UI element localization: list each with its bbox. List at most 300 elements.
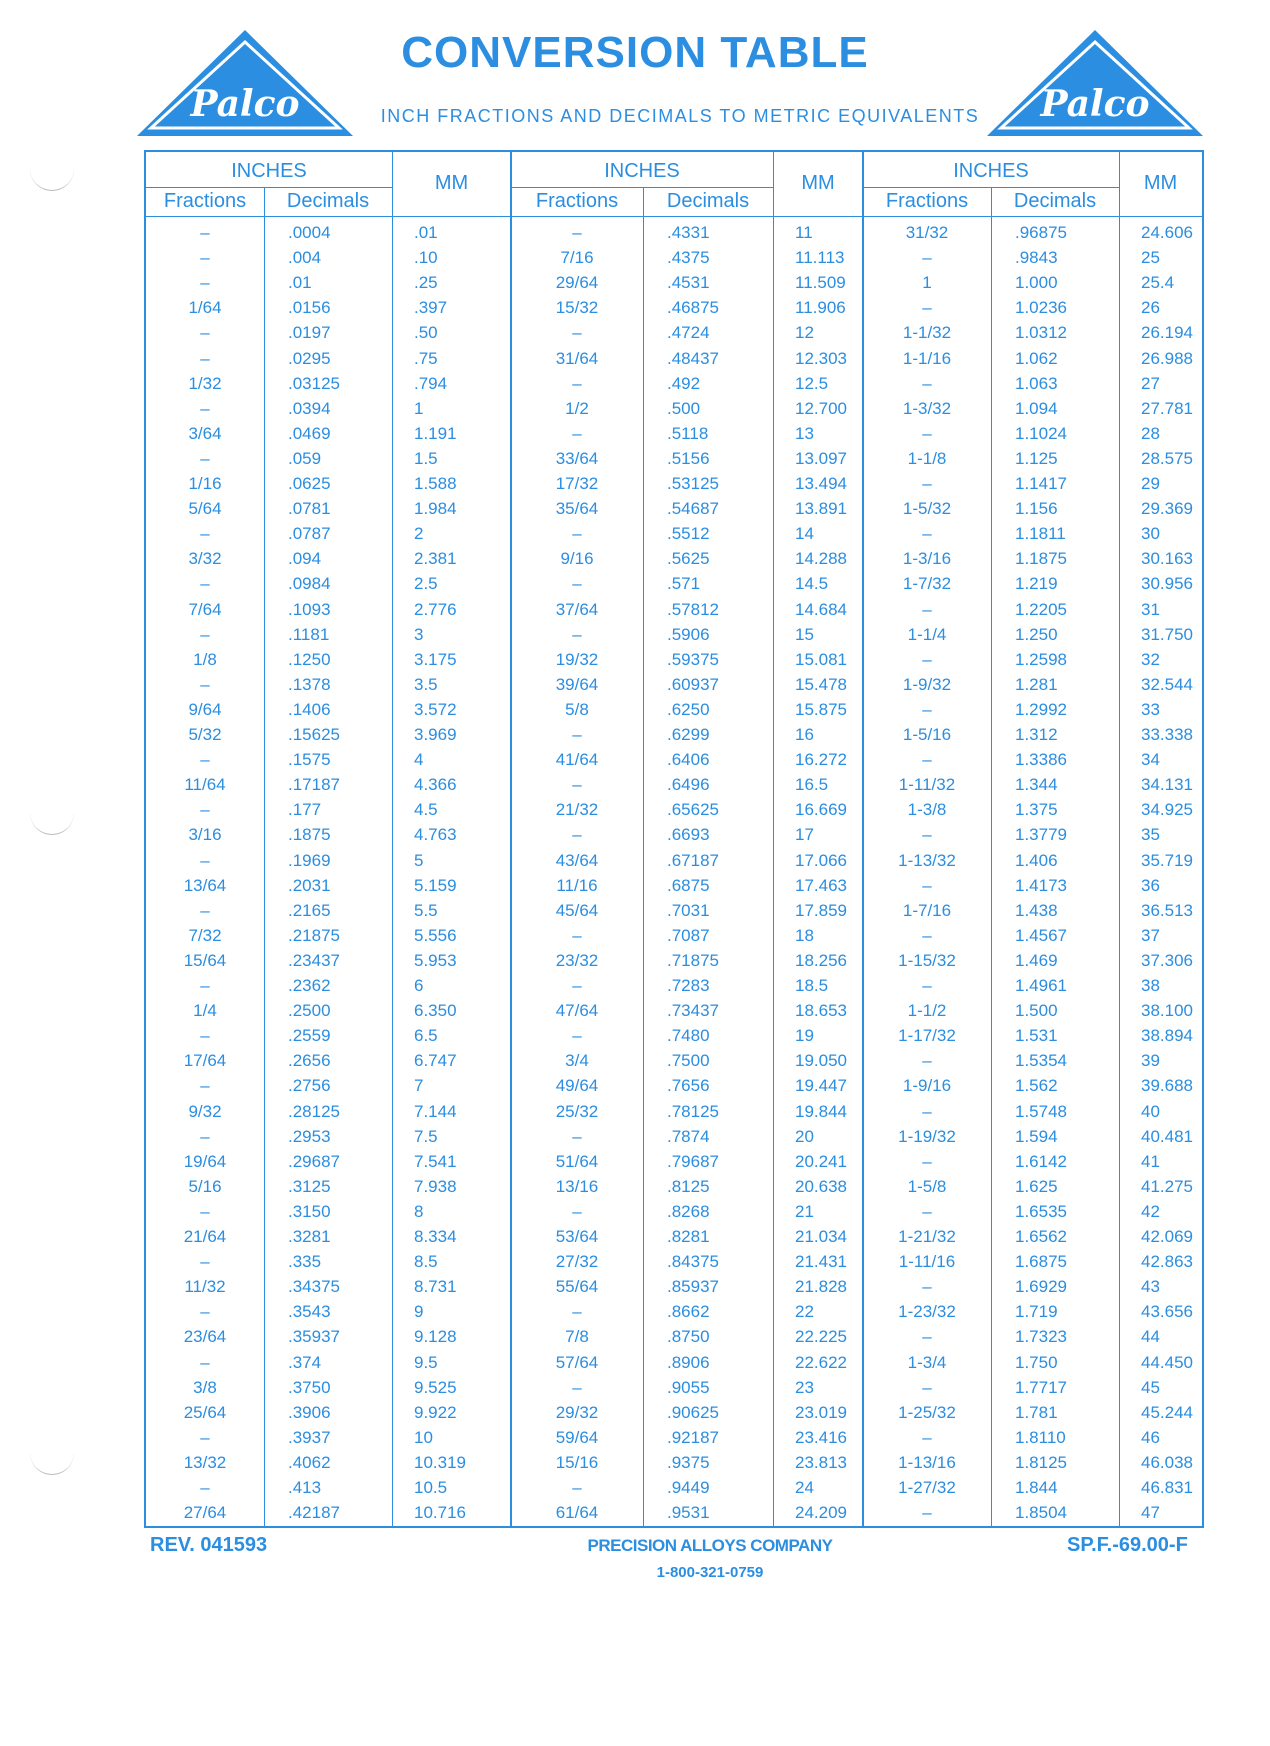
page-title: CONVERSION TABLE <box>401 28 869 77</box>
mm-cell: 5.159 <box>414 875 457 895</box>
decimal-cell: 1.406 <box>1015 850 1058 870</box>
table-row <box>146 875 511 900</box>
punch-hole <box>30 812 74 835</box>
mm-cell: 5 <box>414 850 424 870</box>
mm-cell: 8.731 <box>414 1277 457 1297</box>
decimal-cell: .59375 <box>667 649 719 669</box>
mm-cell: 2.381 <box>414 549 457 569</box>
table-row <box>863 1075 1202 1100</box>
decimal-cell: 1.6875 <box>1015 1252 1067 1272</box>
table-row <box>511 1126 863 1151</box>
mm-cell: 11.509 <box>795 273 846 293</box>
decimal-cell: .1406 <box>288 699 331 719</box>
table-row <box>146 1101 511 1126</box>
decimal-cell: 1.594 <box>1015 1126 1058 1146</box>
mm-cell: 46.831 <box>1141 1478 1193 1497</box>
table-row <box>146 1402 511 1427</box>
table-row <box>511 1427 863 1452</box>
table-row <box>511 272 863 297</box>
mm-cell: 31 <box>1141 599 1160 619</box>
fraction-cell: – <box>200 1126 210 1146</box>
decimal-cell: .8750 <box>667 1327 710 1347</box>
fraction-cell: 1-11/32 <box>898 775 956 795</box>
decimal-cell: .571 <box>667 574 701 594</box>
table-row <box>863 1352 1202 1377</box>
mm-cell: 34.925 <box>1141 800 1193 820</box>
table-row <box>146 774 511 799</box>
decimal-cell: 1.750 <box>1015 1352 1058 1372</box>
decimal-cell: 1.094 <box>1015 398 1058 418</box>
table-row <box>511 1377 863 1402</box>
fraction-cell: – <box>922 925 932 945</box>
decimal-cell: .2362 <box>288 976 331 995</box>
table-row <box>863 1502 1202 1527</box>
decimal-cell: .0394 <box>288 398 331 418</box>
table-row <box>511 1502 863 1527</box>
mm-cell: 39 <box>1141 1051 1160 1071</box>
fraction-cell: – <box>200 1352 210 1372</box>
decimals-header: Decimals <box>286 190 370 212</box>
fraction-cell: 13/32 <box>183 1452 227 1472</box>
mm-cell: 40.481 <box>1141 1126 1193 1146</box>
decimal-cell: 1.625 <box>1015 1176 1058 1196</box>
fraction-cell: – <box>572 524 582 544</box>
table-row <box>511 649 863 674</box>
table-row <box>146 1326 511 1351</box>
table-row <box>511 1301 863 1326</box>
table-row <box>511 573 863 598</box>
fraction-cell: 53/64 <box>555 1227 599 1246</box>
decimal-cell: .48437 <box>667 348 719 368</box>
decimal-cell: .60937 <box>667 674 719 694</box>
table-row <box>511 925 863 950</box>
decimal-cell: .78125 <box>667 1101 719 1121</box>
mm-cell: .794 <box>414 373 448 393</box>
decimal-cell: 1.250 <box>1015 624 1058 644</box>
fraction-cell: 15/16 <box>555 1452 599 1472</box>
fraction-cell: – <box>572 925 582 945</box>
mm-cell: 19.844 <box>795 1101 847 1121</box>
table-row <box>146 724 511 749</box>
decimal-cell: .4531 <box>667 273 710 293</box>
mm-cell: 11.906 <box>795 298 846 318</box>
decimal-cell: .8268 <box>667 1201 710 1221</box>
fraction-cell: – <box>200 1478 210 1497</box>
fraction-cell: 39/64 <box>555 674 599 694</box>
mm-cell: 7.5 <box>414 1126 438 1146</box>
table-row <box>511 1226 863 1251</box>
mm-cell: 26.194 <box>1141 323 1193 343</box>
decimal-cell: .7874 <box>667 1126 710 1146</box>
table-row <box>863 1301 1202 1326</box>
decimal-cell: .1969 <box>288 850 331 870</box>
mm-cell: 22.622 <box>795 1352 847 1372</box>
decimal-cell: .2756 <box>288 1076 331 1096</box>
table-row <box>511 799 863 824</box>
decimal-cell: .92187 <box>667 1427 719 1447</box>
decimal-cell: .0197 <box>288 323 331 343</box>
table-row <box>863 950 1202 975</box>
fraction-cell: – <box>922 1201 932 1221</box>
mm-cell: 13 <box>795 423 814 443</box>
table-row <box>863 523 1202 548</box>
fraction-cell: – <box>572 725 582 744</box>
table-row <box>863 1126 1202 1151</box>
mm-cell: 26 <box>1141 298 1160 318</box>
fraction-cell: – <box>200 1201 210 1221</box>
mm-cell: 15.875 <box>795 699 847 719</box>
mm-cell: 15 <box>795 624 814 644</box>
mm-cell: 24.606 <box>1141 223 1193 242</box>
fraction-cell: – <box>200 1302 210 1322</box>
mm-cell: 46 <box>1141 1427 1160 1447</box>
table-row <box>863 297 1202 322</box>
decimal-cell: 1.6535 <box>1015 1201 1067 1221</box>
mm-cell: 10.319 <box>414 1452 466 1472</box>
table-row <box>146 900 511 925</box>
mm-cell: 8 <box>414 1201 424 1221</box>
table-row <box>146 699 511 724</box>
fraction-cell: 5/8 <box>565 699 589 719</box>
table-row <box>863 774 1202 799</box>
decimal-cell: .413 <box>288 1478 322 1497</box>
table-row <box>146 749 511 774</box>
table-row <box>146 398 511 423</box>
mm-cell: 24 <box>795 1478 814 1497</box>
table-row <box>146 348 511 373</box>
fraction-cell: 31/64 <box>555 348 599 368</box>
header-divider <box>511 187 773 188</box>
decimal-cell: .4375 <box>667 248 710 268</box>
fraction-cell: – <box>922 248 932 268</box>
fraction-cell: 7/32 <box>188 925 222 945</box>
mm-header: MM <box>1143 172 1178 194</box>
table-row <box>146 1126 511 1151</box>
table-row <box>511 975 863 1000</box>
decimal-cell: .03125 <box>288 373 340 393</box>
fraction-cell: 1-21/32 <box>898 1227 956 1246</box>
mm-cell: 43 <box>1141 1277 1160 1297</box>
fraction-cell: 29/64 <box>555 273 599 293</box>
decimal-cell: .177 <box>288 800 322 820</box>
mm-cell: 9.922 <box>414 1402 457 1422</box>
decimal-cell: 1.6562 <box>1015 1227 1067 1246</box>
mm-cell: 31.750 <box>1141 624 1193 644</box>
fraction-cell: 5/64 <box>188 499 222 519</box>
decimal-cell: .374 <box>288 1352 322 1372</box>
mm-cell: 7 <box>414 1076 424 1096</box>
fraction-cell: 15/32 <box>555 298 599 318</box>
mm-cell: 22.225 <box>795 1327 847 1347</box>
fraction-cell: – <box>922 750 932 770</box>
table-row <box>511 674 863 699</box>
mm-cell: 3.969 <box>414 725 457 744</box>
mm-cell: 14.288 <box>795 549 847 569</box>
mm-cell: 41 <box>1141 1151 1160 1171</box>
table-row <box>146 1075 511 1100</box>
fraction-cell: 31/32 <box>905 223 949 242</box>
mm-cell: 21.431 <box>795 1252 847 1272</box>
table-row <box>146 473 511 498</box>
decimal-cell: .3281 <box>288 1227 331 1246</box>
mm-cell: 17 <box>795 825 814 845</box>
fraction-cell: 1-25/32 <box>898 1402 956 1422</box>
fraction-cell: – <box>922 599 932 619</box>
fraction-cell: – <box>200 976 210 995</box>
mm-cell: 3.572 <box>414 699 457 719</box>
mm-cell: 10.5 <box>414 1478 448 1497</box>
table-row <box>863 322 1202 347</box>
mm-cell: 18.653 <box>795 1001 847 1021</box>
mm-cell: 7.541 <box>414 1151 457 1171</box>
decimal-cell: .85937 <box>667 1277 719 1297</box>
decimals-header: Decimals <box>1013 190 1097 212</box>
decimal-cell: .0625 <box>288 474 331 493</box>
decimal-cell: 1.1417 <box>1015 474 1067 493</box>
fraction-cell: – <box>200 900 210 920</box>
mm-cell: 9.5 <box>414 1352 438 1372</box>
decimal-cell: .28125 <box>288 1101 340 1121</box>
fraction-cell: – <box>922 1101 932 1121</box>
decimal-cell: .3543 <box>288 1302 331 1322</box>
fraction-cell: 25/32 <box>555 1101 599 1121</box>
fraction-cell: 13/16 <box>555 1176 599 1196</box>
fraction-cell: 1-15/32 <box>898 950 956 970</box>
table-row <box>511 1201 863 1226</box>
decimal-cell: .8906 <box>667 1352 710 1372</box>
mm-cell: 35 <box>1141 825 1160 845</box>
mm-cell: 46.038 <box>1141 1452 1193 1472</box>
decimal-cell: 1.4567 <box>1015 925 1067 945</box>
mm-cell: .10 <box>414 248 438 268</box>
fraction-cell: 1-1/8 <box>907 448 947 468</box>
mm-header: MM <box>801 172 835 194</box>
mm-cell: 29 <box>1141 474 1160 493</box>
table-row <box>146 1201 511 1226</box>
table-row <box>146 674 511 699</box>
decimal-cell: .8125 <box>667 1176 710 1196</box>
table-row <box>511 297 863 322</box>
fraction-cell: 7/64 <box>188 599 222 619</box>
table-row <box>863 1176 1202 1201</box>
decimal-cell: 1.1024 <box>1015 423 1067 443</box>
table-row <box>146 624 511 649</box>
mm-cell: 6 <box>414 976 424 995</box>
mm-header: MM <box>434 172 469 194</box>
company-phone: 1-800-321-0759 <box>656 1564 764 1581</box>
table-row <box>863 925 1202 950</box>
decimal-cell: 1.2598 <box>1015 649 1067 669</box>
table-row <box>511 222 863 247</box>
table-row <box>146 1452 511 1477</box>
mm-cell: 45 <box>1141 1377 1160 1397</box>
table-row <box>146 1427 511 1452</box>
decimal-cell: .335 <box>288 1252 322 1272</box>
mm-cell: 5.5 <box>414 900 438 920</box>
decimal-cell: .54687 <box>667 499 719 519</box>
decimal-cell: .53125 <box>667 474 719 493</box>
mm-cell: 16.5 <box>795 775 829 795</box>
table-row <box>863 624 1202 649</box>
fraction-cell: 1-13/16 <box>898 1452 956 1472</box>
fraction-cell: 45/64 <box>555 900 599 920</box>
table-row <box>511 774 863 799</box>
table-row <box>146 1025 511 1050</box>
mm-cell: 16 <box>795 725 814 744</box>
fraction-cell: – <box>922 976 932 995</box>
table-row <box>511 1402 863 1427</box>
fraction-cell: 11/16 <box>556 875 598 895</box>
fraction-cell: – <box>922 1377 932 1397</box>
fraction-cell: 5/32 <box>188 725 222 744</box>
table-row <box>146 1050 511 1075</box>
decimal-cell: .3937 <box>288 1427 331 1447</box>
fraction-cell: – <box>572 574 582 594</box>
fraction-cell: 61/64 <box>555 1503 599 1523</box>
decimal-cell: .67187 <box>667 850 719 870</box>
mm-cell: 4.763 <box>414 825 457 845</box>
decimal-cell: .46875 <box>667 298 719 318</box>
table-row <box>863 272 1202 297</box>
decimal-cell: 1.7323 <box>1015 1327 1067 1347</box>
mm-cell: 27.781 <box>1141 398 1193 418</box>
fraction-cell: – <box>200 248 210 268</box>
table-row <box>146 824 511 849</box>
decimal-cell: 1.2205 <box>1015 599 1067 619</box>
mm-cell: 10 <box>414 1427 433 1447</box>
decimal-cell: .34375 <box>288 1277 340 1297</box>
decimal-cell: .1250 <box>288 649 331 669</box>
fraction-cell: – <box>200 574 210 594</box>
decimal-cell: .0787 <box>288 524 331 544</box>
decimal-cell: .1875 <box>288 825 331 845</box>
decimal-cell: .7031 <box>667 900 710 920</box>
mm-cell: 23 <box>795 1377 814 1397</box>
fraction-cell: – <box>572 775 582 795</box>
table-row <box>511 473 863 498</box>
table-row <box>511 1050 863 1075</box>
fraction-cell: – <box>200 348 210 368</box>
fraction-cell: 59/64 <box>555 1427 599 1447</box>
table-row <box>863 247 1202 272</box>
fraction-cell: – <box>922 1327 932 1347</box>
mm-cell: 8.5 <box>414 1252 438 1272</box>
fraction-cell: 17/32 <box>555 474 599 493</box>
decimal-cell: .23437 <box>288 950 340 970</box>
fraction-cell: – <box>200 398 210 418</box>
fraction-cell: 1-5/16 <box>902 725 952 744</box>
mm-cell: 14.684 <box>795 599 847 619</box>
mm-cell: 35.719 <box>1141 850 1193 870</box>
fraction-cell: 1-9/16 <box>902 1076 952 1096</box>
decimal-cell: .9055 <box>667 1377 710 1397</box>
mm-cell: 30.956 <box>1141 574 1193 594</box>
fraction-cell: 3/64 <box>188 423 222 443</box>
table-row <box>863 749 1202 774</box>
fraction-cell: 27/64 <box>183 1503 227 1523</box>
table-row <box>146 523 511 548</box>
decimal-cell: .7500 <box>667 1051 710 1071</box>
decimal-cell: 1.4173 <box>1015 875 1067 895</box>
fraction-cell: – <box>200 273 210 293</box>
fraction-cell: – <box>572 624 582 644</box>
fraction-cell: 57/64 <box>555 1352 599 1372</box>
decimal-cell: .5512 <box>667 524 710 544</box>
decimal-cell: .42187 <box>288 1503 340 1523</box>
fraction-cell: – <box>200 1427 210 1447</box>
fraction-cell: – <box>922 1151 932 1171</box>
table-row <box>863 674 1202 699</box>
table-row <box>511 749 863 774</box>
table-row <box>146 1151 511 1176</box>
mm-cell: 9.525 <box>414 1377 457 1397</box>
fraction-cell: 1/8 <box>193 649 217 669</box>
decimal-cell: .8281 <box>667 1227 710 1246</box>
decimal-cell: 1.000 <box>1015 273 1058 293</box>
table-row <box>146 1352 511 1377</box>
revision-label: REV. 041593 <box>150 1534 268 1556</box>
fraction-cell: – <box>200 750 210 770</box>
fraction-cell: – <box>572 373 582 393</box>
decimal-cell: .6406 <box>667 750 710 770</box>
decimal-cell: 1.1875 <box>1015 549 1067 569</box>
decimal-cell: .059 <box>288 448 322 468</box>
decimal-cell: .4331 <box>667 223 710 242</box>
mm-cell: 44.450 <box>1141 1352 1193 1372</box>
fraction-cell: 3/16 <box>188 825 222 845</box>
mm-cell: 34 <box>1141 750 1160 770</box>
decimal-cell: .2953 <box>288 1126 331 1146</box>
table-row <box>511 724 863 749</box>
header-divider <box>146 187 392 188</box>
fraction-cell: 21/32 <box>555 800 599 820</box>
table-row <box>863 850 1202 875</box>
decimal-cell: 1.8125 <box>1015 1452 1067 1472</box>
table-row <box>511 448 863 473</box>
fraction-cell: 9/16 <box>560 549 594 569</box>
table-row <box>511 599 863 624</box>
table-row <box>511 1075 863 1100</box>
fraction-cell: – <box>922 1051 932 1071</box>
table-row <box>146 1301 511 1326</box>
decimal-cell: .65625 <box>667 800 719 820</box>
fraction-cell: 1-23/32 <box>898 1302 956 1322</box>
mm-cell: 17.859 <box>795 900 847 920</box>
mm-cell: .25 <box>414 273 438 293</box>
mm-cell: 19.447 <box>795 1076 847 1096</box>
table-row <box>146 1226 511 1251</box>
table-row <box>511 900 863 925</box>
header-bottom-line <box>511 216 863 217</box>
fraction-cell: 25/64 <box>183 1402 227 1422</box>
decimal-cell: 1.3386 <box>1015 750 1067 770</box>
fraction-cell: 1/32 <box>188 373 222 393</box>
fraction-cell: 5/16 <box>188 1176 222 1196</box>
table-row <box>863 900 1202 925</box>
table-row <box>863 573 1202 598</box>
mm-cell: 20.241 <box>795 1151 847 1171</box>
decimal-cell: 1.6142 <box>1015 1151 1067 1171</box>
mm-cell: 13.097 <box>795 448 847 468</box>
fraction-cell: 13/64 <box>183 875 227 895</box>
fraction-cell: 1-5/32 <box>902 499 952 519</box>
table-row <box>146 1377 511 1402</box>
table-row <box>511 1251 863 1276</box>
mm-cell: 7.144 <box>414 1101 457 1121</box>
mm-cell: 44 <box>1141 1327 1160 1347</box>
table-row <box>863 699 1202 724</box>
mm-cell: 39.688 <box>1141 1076 1193 1096</box>
